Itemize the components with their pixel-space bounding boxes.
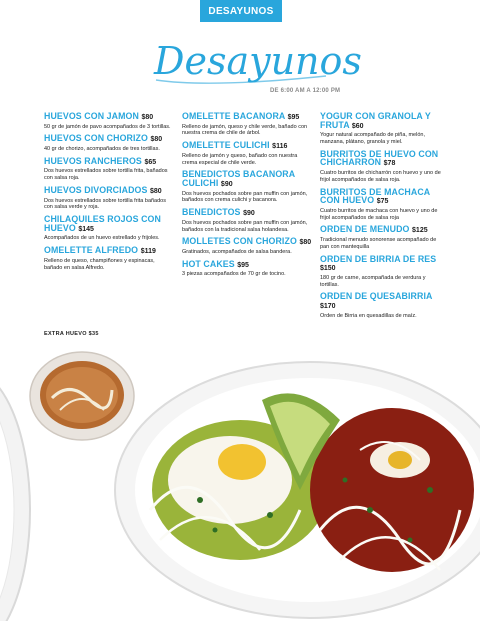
menu-item-title: HOT CAKES bbox=[182, 258, 235, 269]
menu-item-description: Yogur natural acompañado de piña, melón, manzana, plátano, granola y miel. bbox=[320, 132, 425, 145]
menu-item-name bbox=[44, 246, 174, 257]
menu-item-price: $116 bbox=[272, 143, 288, 151]
menu-item-price: $65 bbox=[144, 158, 157, 166]
menu-item bbox=[182, 170, 312, 204]
menu-item-description: Relleno de jamón y queso, bañado con nuestra crema especial de chile verde. bbox=[182, 152, 298, 166]
menu-item-name bbox=[320, 150, 445, 169]
menu-item bbox=[320, 188, 445, 222]
script-title bbox=[150, 30, 362, 94]
menu-item-description: Dos huevos estrellados sobre tortilla frita, bañados con salsa roja. bbox=[44, 168, 168, 182]
menu-item-title: HUEVOS CON CHORIZO bbox=[44, 133, 148, 144]
menu-item-description: 180 gr de carne, acompañada de verdura y tortillas. bbox=[320, 274, 426, 288]
menu-item-name bbox=[182, 208, 312, 219]
menu-item-name bbox=[182, 237, 312, 248]
menu-item-title: BENEDICTOS bbox=[182, 207, 241, 218]
menu-item-title: ORDEN DE QUESABIRRIA bbox=[320, 291, 433, 302]
menu-item-title: BENEDICTOS BACANORA CULICHI bbox=[182, 169, 295, 188]
menu-item-title: CHILAQUILES ROJOS CON HUEVO bbox=[44, 214, 161, 233]
menu-item-name bbox=[44, 112, 174, 123]
menu-item bbox=[320, 292, 445, 319]
menu-item-description: Cuatro burritos de chicharrón con huevo y uno de frijol acompañados de salsa roja. bbox=[320, 169, 441, 183]
menu-item-title: YOGUR CON GRANOLA Y FRUTA bbox=[320, 111, 431, 130]
menu-item bbox=[320, 225, 445, 250]
menu-item-price: $80 bbox=[141, 114, 154, 121]
menu-item-name bbox=[44, 186, 174, 197]
script-title-text: Desayunos bbox=[154, 39, 362, 83]
menu-item bbox=[44, 246, 174, 271]
menu-item-name bbox=[320, 292, 445, 311]
menu-item-title: BURRITOS DE HUEVO CON CHICHARRON bbox=[320, 148, 439, 168]
menu-item-description: Tradicional menudo sonorense acompañado de pan con mantequilla bbox=[320, 236, 437, 250]
menu-item bbox=[182, 112, 312, 137]
menu-item bbox=[320, 150, 445, 184]
menu-item-description: Gratinados, acompañados de salsa bandera. bbox=[182, 248, 292, 255]
menu-item-price: $170 bbox=[320, 302, 336, 310]
menu-item-name bbox=[320, 225, 445, 236]
menu-item bbox=[320, 255, 445, 289]
menu-item-name bbox=[182, 141, 312, 152]
menu-item-name bbox=[320, 255, 445, 274]
menu-item-name bbox=[182, 260, 312, 271]
menu-item-description: Relleno de jamón, queso y chile verde, bañado con nuestra crema de chile de árbol. bbox=[182, 123, 308, 137]
menu-item-description: 40 gr de chorizo, acompañados de tres tortillas. bbox=[44, 145, 160, 152]
menu-item bbox=[182, 141, 312, 166]
menu-item bbox=[320, 112, 445, 146]
hours-label: DE 6:00 AM A 12:00 PM bbox=[270, 88, 341, 94]
menu-item-title: ORDEN DE MENUDO bbox=[320, 224, 410, 235]
menu-item-title: OMELETTE CULICHI bbox=[182, 140, 270, 151]
menu-item-description: Dos huevos pochados sobre pan muffin con jamón, bañados con la tradicional salsa holandesa. bbox=[182, 219, 308, 233]
menu-item-price: $78 bbox=[383, 160, 396, 168]
menu-item-title: BURRITOS DE MACHACA CON HUEVO bbox=[320, 186, 430, 206]
menu-item-description: Acompañados de un huevo estrellado y frijoles. bbox=[44, 235, 160, 242]
menu-column-1 bbox=[44, 112, 174, 275]
menu-item-description: Cuatro burritos de machaca con huevo y uno de frijol acompañados de salsa roja bbox=[320, 207, 438, 221]
menu-item-price: $119 bbox=[140, 248, 156, 256]
menu-item-price: $90 bbox=[243, 210, 255, 218]
menu-item-description: Orden de Birria en quesadillas de maíz. bbox=[320, 312, 417, 319]
menu-item bbox=[182, 208, 312, 233]
menu-item-description: Relleno de queso, champiñones y espinacas, bañado en salsa Alfredo. bbox=[44, 257, 155, 271]
menu-item bbox=[44, 215, 174, 242]
menu-item-name bbox=[182, 170, 312, 189]
menu-item bbox=[44, 157, 174, 182]
menu-item-name bbox=[44, 134, 174, 145]
egg-yolk bbox=[218, 444, 266, 480]
menu-item-price: $60 bbox=[351, 122, 364, 130]
menu-item-price: $80 bbox=[299, 239, 312, 247]
menu-item bbox=[44, 134, 174, 152]
menu-item-title: OMELETTE BACANORA bbox=[182, 111, 286, 121]
menu-item-title: HUEVOS DIVORCIADOS bbox=[44, 184, 148, 195]
menu-item-title: ORDEN DE BIRRIA DE RES bbox=[320, 253, 437, 264]
menu-item-name bbox=[44, 215, 174, 234]
extra-egg-note: EXTRA HUEVO $35 bbox=[44, 331, 99, 337]
menu-item-name bbox=[320, 188, 445, 207]
menu-item bbox=[182, 237, 312, 255]
menu-item-price: $75 bbox=[376, 198, 389, 206]
menu-item-price: $80 bbox=[150, 136, 163, 144]
menu-item-name bbox=[44, 157, 174, 168]
menu-item-price: $125 bbox=[412, 227, 428, 235]
menu-item-price: $95 bbox=[237, 261, 249, 269]
menu-column-3 bbox=[320, 112, 445, 323]
menu-item-description: 3 piezas acompañados de 70 gr de tocino. bbox=[182, 271, 286, 278]
section-tab-desayunos[interactable]: DESAYUNOS bbox=[200, 0, 282, 22]
menu-item-name bbox=[320, 112, 445, 131]
menu-item-description: 50 gr de jamón de pavo acompañados de 3 tortillas. bbox=[44, 123, 171, 130]
menu-item-description: Dos huevos estrellados sobre tortilla frita bañados con salsa verde y roja. bbox=[44, 197, 166, 211]
menu-item-name bbox=[182, 112, 312, 123]
menu-item-title: OMELETTE ALFREDO bbox=[44, 245, 139, 256]
menu-item bbox=[44, 186, 174, 211]
menu-item-description: Dos huevos pochados sobre pan muffin con jamón, bañados con crema culichi y bacanora. bbox=[182, 190, 308, 204]
menu-item-title: HUEVOS RANCHEROS bbox=[44, 155, 142, 166]
menu-item-price: $80 bbox=[150, 187, 162, 195]
menu-item-title: MOLLETES CON CHORIZO bbox=[182, 236, 297, 247]
food-photo bbox=[0, 340, 480, 621]
menu-item bbox=[44, 112, 174, 130]
menu-item-title: HUEVOS CON JAMON bbox=[44, 111, 139, 121]
menu-item-price: $95 bbox=[287, 114, 300, 121]
menu-item-price: $145 bbox=[78, 225, 94, 233]
menu-item bbox=[182, 260, 312, 278]
menu-item-price: $90 bbox=[220, 180, 233, 188]
menu-item-price: $150 bbox=[320, 265, 336, 273]
menu-column-2 bbox=[182, 112, 312, 282]
